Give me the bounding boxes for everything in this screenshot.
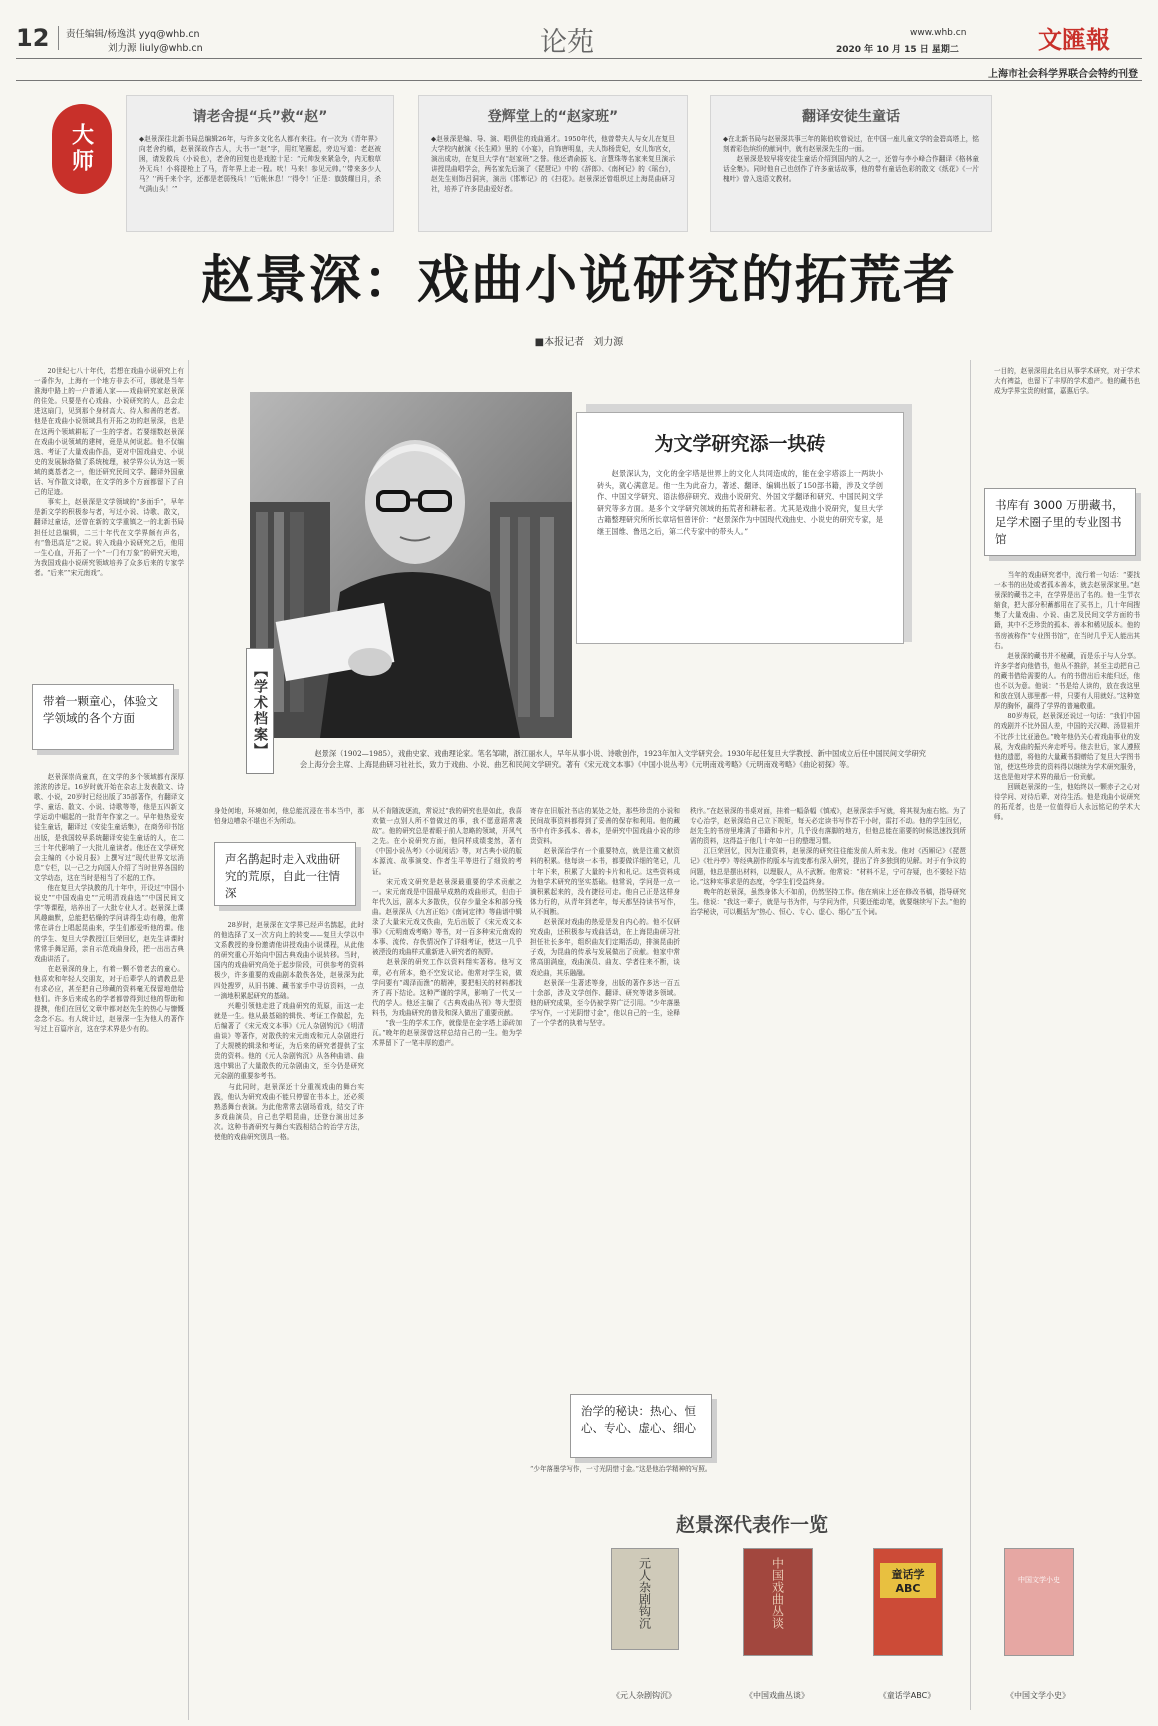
body-col-6b: 当年的戏曲研究者中，流行着一句话：“要找一本书的出处或者孤本善本，就去赵景深家里。”赵景深的藏书之丰，在学界是出了名的。他一生节衣缩食，把大部分积蓄都用在了买书上，几十年间搜集了大量戏曲、小说、曲艺及民间文学方面的书籍，其中不乏珍贵的孤本、善本和稀见版本。他的书房被称作“专业图书馆”，在当时几乎无人能出其右。 赵景深的藏书并不秘藏，而是乐于与人分享。许多学者向他借书，他从不推辞，甚至主动把自己的藏书借给需要的人。有的书借出后未能归还，他也不以为意。他说：“书是给人读的，放在我这里和放在别人那里都一样，只要有人用就好。”这种宽厚的胸怀，赢得了学界的普遍敬重。 80岁寿辰，赵景深还说过一句话：“我们中国的戏剧并不比外国人差，中国的关汉卿、汤显祖并不比莎士比亚逊色。”晚年他仍关心着戏曲事业的发展，为戏曲的振兴奔走呼号。他去世后，家人遵照他的遗愿，将他的大量藏书捐赠给了复旦大学图书馆，使这些珍贵的资料得以继续为学术研究服务，这也是他对学术界的最后一份贡献。 回顾赵景深的一生，他始终以一颗赤子之心对待学问、对待后辈、对待生活。他是戏曲小说研究的拓荒者，也是一位值得后人永远铭记的学术大师。 [994, 571, 1140, 822]
body-col-3: 从不肯随波逐流，常说过“我的研究也是如此，我喜欢做一点别人所不曾做过的事，我不愿意蹈常袭故”。他的研究总是着眼于前人忽略的领域，开风气之先。在小说研究方面，他同样成绩斐然，著有《中国小说丛考》《小说闲话》等，对古典小说的版本源流、故事演变、作者生平等进行了细致的考证。 宋元戏文研究是赵景深最重要的学术贡献之一。宋元南戏是中国最早成熟的戏曲形式，但由于年代久远，剧本大多散佚，仅存少量全本和部分残曲。赵景深从《九宫正始》《南词定律》等曲谱中辑录了大量宋元戏文佚曲，先后出版了《宋元戏文本事》《元明南戏考略》等书，对一百多种宋元南戏的本事、流传、存佚情况作了详细考证，使这一几乎被湮没的戏曲样式重新进入研究者的视野。 赵景深的研究工作以资料翔实著称。他写文章，必有所本，绝不空发议论。他常对学生说，做学问要有“竭泽而渔”的精神，要把相关的材料都找齐了再下结论。这种严谨的学风，影响了一代又一代的学人。他还主编了《古典戏曲丛刊》等大型资料书，为戏曲研究的普及和深入做出了重要贡献。 “我一生的学术工作，就像是在金字塔上添砖加瓦。”晚年的赵景深曾这样总结自己的一生。他为学术界留下了一笔丰厚的遗产。 [372, 807, 522, 1048]
feature-box-title: 为文学研究添一块砖 [654, 433, 826, 455]
book-caption-2: 《中国戏曲丛谈》 [745, 1691, 809, 1700]
body-col-2: 身处何地，环境如何，他总能沉浸在书本当中，那怕身边嘈杂不堪也不为所动。 [214, 807, 364, 826]
book-caption-4: 《中国文学小史》 [1006, 1691, 1070, 1700]
paper-logo: 文匯報 [1038, 25, 1110, 54]
pullquote-right: 书库有 3000 万册藏书，足学术圈子里的专业图书馆 [984, 488, 1136, 556]
column-divider [188, 360, 189, 1720]
editor-line-2: 刘力源 liuly@whb.cn [108, 43, 203, 54]
books-section-title: 赵景深代表作一览 [675, 1514, 828, 1536]
pullquote-middle: 声名鹊起时走入戏曲研究的荒原，自此一往情深 [214, 842, 356, 906]
headline: 赵景深：戏曲小说研究的拓荒者 [200, 250, 957, 311]
anecdote-box-1 [126, 95, 394, 232]
editor-line-1: 责任编辑/杨逸淇 yyq@whb.cn [66, 29, 200, 40]
body-col-2b: 28岁时，赵景深在文学界已经声名鹊起，此时的他选择了又一次方向上的转变——复旦大学以中文系教授的身份邀请他讲授戏曲小说课程，从此他的研究重心开始向中国古典戏曲小说转移。当时，国内的戏曲研究尚处于起步阶段，可供参考的资料极少，许多重要的戏曲剧本散佚各处，赵景深为此四处搜罗，从旧书摊、藏书家手中寻访资料，一点一滴地积累起研究的基础。 兴趣引领他走进了戏曲研究的荒原，而这一走就是一生。他从最基础的辑佚、考证工作做起，先后编著了《宋元戏文本事》《元人杂剧钩沉》《明清曲谈》等著作，对散佚的宋元南戏和元人杂剧进行了大规模的辑录和考证，为后来的研究者提供了宝贵的资料。他的《元人杂剧钩沉》从各种曲谱、曲选中辑出了大量散佚的元杂剧曲文，至今仍是研究元杂剧的重要参考书。 与此同时，赵景深还十分重视戏曲的舞台实践，他认为研究戏曲不能只停留在书本上，还必须熟悉舞台表演。为此他常常去剧场看戏，结交了许多戏曲演员，自己也学唱昆曲，还登台演出过多次。这种书斋研究与舞台实践相结合的治学方法，使他的戏曲研究别具一格。 [214, 921, 364, 1141]
book-cover-1: 元人杂剧钩沉 [611, 1548, 679, 1650]
book-cover-4: 中国文学小史 [1004, 1548, 1074, 1656]
portrait-photo [250, 392, 572, 738]
website: www.whb.cn [910, 28, 967, 38]
feature-box-text: 赵景深认为，文化的金字塔是世界上的文化人共同造成的，能在金字塔添上一两块小砖头，就心满意足。他一生为此奋力，著述、翻译、编辑出版了150部书籍，涉及文学创作、中国文学研究、语法修辞研究、戏曲小说研究、外国文学翻译和研究、中国民间文学研究等多方面。是多个文学研究领域的拓荒者和耕耘者。尤其是戏曲小说研究，复旦大学古籍整理研究所所长章培恒曾评价：“赵景深作为中国现代戏曲史、小说史的研究专家，是继王国维、鲁迅之后，第二代专家中的带头人。” [597, 469, 883, 536]
dashi-badge-text: 大师 [68, 123, 95, 175]
book-cover-2: 中国戏曲丛谈 [743, 1548, 813, 1656]
byline-prefix: ■本报记者 [534, 337, 585, 348]
column-divider [970, 360, 971, 1710]
anecdote-text-3: ◆在北新书局与赵景深共事三年的陈伯吹曾说过，在中国一座儿童文学的金碧高塔上，铭刻着彩色缤纷的献词中，就有赵景深先生的一面。 赵景深是较早将安徒生童话介绍到国内的人之一，还曾与李小峰合作翻译《格林童话全集》。同时他自己也创作了许多童话故事，他的带有童话色彩的散文《纸花》《一片槐叶》曾入选语文教材。 [723, 135, 979, 184]
pullquote-left: 带着一颗童心，体验文学领域的各个方面 [32, 684, 174, 750]
body-col-1b: 赵景深崇尚童真，在文学的多个领域都有深厚浓浓的涉足。16岁时就开始在杂志上发表散文、诗歌、小说，20岁时已经出版了35部著作，有翻译文学、童话、散文、小说、诗歌等等，他是五四新文学运动中崛起的一批青年作家之一。早年他热爱安徒生童话，翻译过《安徒生童话集》，在商务印书馆出版，是我国较早系统翻译安徒生童话的人，在二三十年代影响了一大批儿童读者。他还在文学研究会主编的《小说月报》上撰写过“现代世界文坛消息”专栏，以一己之力向国人介绍了当时世界各国的文学动态，这在当时是相当了不起的工作。 他在复旦大学执教的几十年中，开设过“中国小说史”“中国戏曲史”“元明清戏曲选”“中国民间文学”等课程，培养出了一大批专业人才。赵景深上课风趣幽默，总能把枯燥的学问讲得生动有趣，他常常在讲台上唱起昆曲来，学生们都爱听他的课。他的学生、复旦大学教授江巨荣回忆，赵先生讲课时常常手舞足蹈，亲自示范戏曲身段，把一出出古典戏曲讲活了。 在赵景深的身上，有着一颗不曾老去的童心。他喜欢和年轻人交朋友，对于后辈学人的请教总是有求必应，甚至把自己珍藏的资料毫无保留地借给他们。许多后来成名的学者都曾得到过他的帮助和提携，他们在回忆文章中都对赵先生的热心与慷慨念念不忘。有人统计过，赵景深一生为他人的著作写过上百篇序言，这在学术界是少有的。 [34, 773, 184, 1034]
sponsor-line: 上海市社会科学界联合会特约刊登 [988, 69, 1138, 80]
anecdote-box-2 [418, 95, 688, 232]
photo-caption: 赵景深（1902—1985），戏曲史家、戏曲理论家。笔名邹啸，浙江丽水人，早年从事小说、诗歌创作，1923年加入文学研究会。1930年起任复旦大学教授、新中国成立后任中国民间文学研究会上海分会主席、上海昆曲研习社社长，致力于戏曲、小说、曲艺和民间文学研究。著有《宋元戏文本事》《中国小说丛考》《元明南戏考略》《元明南戏考略》《曲论初探》等。 [300, 749, 926, 770]
dashi-badge [52, 104, 112, 194]
anecdote-text-1: ◆赵景深往北新书局总编辑26年，与许多文化名人都有来往。有一次为《青年界》向老舍约稿，赵景深故作古人，大书一“赵”字，用红笔圈起，旁边写道：老赵被困，请发救兵（小说也），老舍的回复也是戏腔十足：“元帅发来紧急令，内无粮草外无兵！小将提枪上了马，青年界上走一程。吠！马来！参见元帅。’‘带来多少人马？’‘两千来个字，还都是老弱残兵！’‘后帐休息！’‘得令！’正是：旗鼓耀目月，杀气满山头！’” [139, 135, 381, 194]
sponsor-rule [16, 80, 1142, 81]
anecdote-title-3: 翻译安徒生童话 [802, 109, 900, 125]
anecdote-text-2: ◆赵景深是编、导、演、唱俱佳的戏曲通才。1950年代，他曾带夫人与女儿在复旦大学校内献演《长生殿》里的《小宴》，自饰唐明皇，夫人饰杨贵妃，女儿饰宫女，演出成功，在复旦大学有“赵家班”之誉。他还请俞振飞、言慧珠等名家来复旦演示讲授昆曲唱学会，两名家先后演了《琵琶记》中的《辞郎》、《南柯记》的《瑶台》，赵先生则饰吕洞宾，演出《邯郸记》的《扫花》。赵景深还曾组织过上海昆曲研习社，培养了许多昆曲爱好者。 [431, 135, 675, 194]
issue-date: 2020 年 10 月 15 日 星期二 [836, 45, 959, 55]
book-caption-3: 《童话学ABC》 [878, 1691, 936, 1700]
header-rule [16, 58, 1142, 59]
academic-archive-label: 【学术档案】 [246, 648, 274, 774]
portrait-illustration [250, 392, 572, 738]
body-col-5: 秩序。”在赵景深的书桌对面，挂着一幅条幅《慎戒》，赵景深亲手写就，将其视为座右铭。为了专心治学，赵景深给自己立下规矩，每天必定读书写作若干小时，雷打不动。他的学生回忆，赵先生的书房里堆满了书籍和卡片，几乎没有落脚的地方，但他总能在需要的时候迅速找到所需的资料，这得益于他几十年如一日的整理习惯。 江巨荣回忆，因为注重资料，赵景深的研究往往能发前人所未发。他对《西厢记》《琵琶记》《牡丹亭》等经典剧作的版本与流变都有深入研究，提出了许多独到的见解。对于有争议的问题，他总是摆出材料，以理服人，从不武断。他常说：“材料不足，宁可存疑，也不要轻下结论。”这种实事求是的态度，令学生们受益终身。 晚年的赵景深，虽然身体大不如前，仍然坚持工作。他在病床上还在修改书稿，指导研究生。他说：“我这一辈子，就是与书为伴，与学问为伴，只要还能动笔，就要继续写下去。”他的治学秘诀，可以概括为“热心、恒心、专心、虚心、细心”五个词。 [690, 807, 966, 916]
byline-name: 刘力源 [593, 337, 624, 348]
book-caption-1: 《元人杂剧钩沉》 [612, 1691, 676, 1700]
feature-box [576, 412, 904, 644]
anecdote-title-2: 登辉堂上的“赵家班” [487, 109, 619, 125]
byline [0, 333, 1158, 348]
page-number: 12 [16, 24, 50, 52]
section-title: 论苑 [540, 27, 594, 58]
anecdote-box-3 [710, 95, 992, 232]
body-col-4b: “少年落墨学写作，一寸光阴惜寸金。”这是他治学精神的写照。 [530, 1465, 712, 1473]
body-col-6: 一目的，赵景深用此名目从事学术研究，对于学术大有裨益，也留下了丰厚的学术遗产。他的藏书也成为学界宝贵的财富，嘉惠后学。 [994, 367, 1140, 396]
body-col-4: 寄存在旧版社书店的某处之处，那些珍贵的小说和民间故事资料都得到了妥善的保存和利用。他的藏书中有许多孤本、善本，是研究中国戏曲小说的珍贵资料。 赵景深治学有一个重要特点，就是注重文献资料的积累。他每读一本书，都要做详细的笔记，几十年下来，积累了大量的卡片和札记。这些资料成为他学术研究的坚实基础。他常说，学问是一点一滴积累起来的，没有捷径可走。他自己正是这样身体力行的，从青年到老年，每天都坚持读书写作，从不间断。 赵景深对戏曲的热爱是发自内心的。他不仅研究戏曲，还积极参与戏曲活动，在上海昆曲研习社担任社长多年，组织曲友们定期活动，排演昆曲折子戏，为昆曲的传承与发展做出了贡献。他家中常常高朋满座，戏曲演员、曲友、学者往来不断，谈戏论曲，其乐融融。 赵景深一生著述等身，出版的著作多达一百五十余部，涉及文学创作、翻译、研究等诸多领域。他的研究成果，至今仍被学界广泛引用。“少年落墨学写作，一寸光阴惜寸金”，他以自己的一生，诠释了一个学者的执着与坚守。 [530, 807, 680, 1027]
book-cover-3: 童话学 ABC [873, 1548, 943, 1656]
pullquote-bottom: 治学的秘诀：热心、恒心、专心、虚心、细心 [570, 1394, 712, 1458]
anecdote-title-1: 请老舍提“兵”救“赵” [192, 109, 328, 125]
body-col-1: 20世纪七八十年代，若想在戏曲小说研究上有一番作为，上海有一个地方非去不可，那就是当年淮海中路上的一户普通人家——戏曲研究家赵景深的住处。只要是有心戏曲、小说研究的人，总会走进这扇门，见到那个身材高大、待人和善的老者。他是在戏曲小说领域具有开拓之功的赵景深，也是在这两个领域耕耘了一生的学者。若要细数赵景深在戏曲小说领域的建树，竟是从何说起。他不仅编选、考证了大量戏曲作品，更对中国戏曲史、小说史的发展脉络做了系统梳理，被学界公认为这一领域的奠基者之一，他还研究民间文学、翻译外国童话、写作散文诗歌，在文学的多个方面都留下了自己的足迹。 事实上，赵景深是文学领域的“多面手”，早年是新文学的积极参与者，写过小说、诗歌、散文，翻译过童话，还曾在新的文学重镇之一的北新书局担任过总编辑，二三十年代在文学界颇有声名，有“鲁迅高足”之说。转入戏曲小说研究之后，他用一生心血，开拓了一个“一门有万象”的研究天地，为我国戏曲小说研究领域培养了众多后来的专家学者。“后来”“宋元南戏”。 [34, 367, 184, 577]
